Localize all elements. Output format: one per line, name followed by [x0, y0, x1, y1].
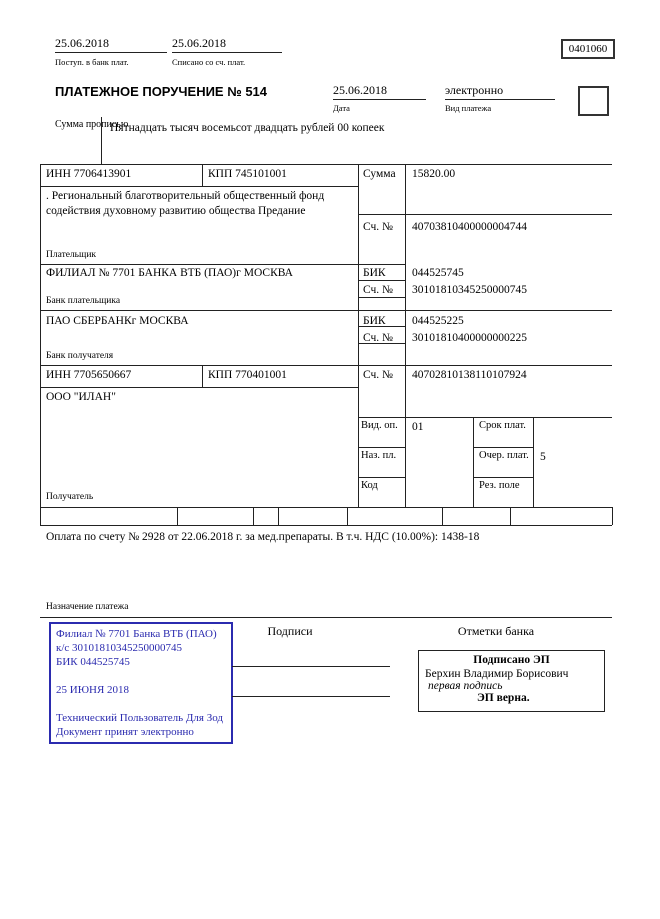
amount-label: Сумма [363, 168, 396, 180]
payee-bank-account-label: Сч. № [363, 332, 394, 344]
divider [358, 447, 405, 448]
divider [202, 164, 203, 186]
divider [253, 507, 254, 525]
divider [40, 507, 612, 508]
divider [40, 310, 612, 311]
divider [358, 214, 612, 215]
payer-bank-account: 30101810345250000745 [412, 284, 527, 296]
payer-bank-bik: 044525745 [412, 267, 464, 279]
payee-kpp: КПП 770401001 [208, 369, 287, 381]
divider [473, 477, 533, 478]
payee-bank-account: 30101810400000000225 [412, 332, 527, 344]
bank-blue-stamp [49, 622, 233, 744]
payee-bank-bik: 044525225 [412, 315, 464, 327]
payee-bank-label: Банк получателя [46, 351, 114, 361]
debited-label: Списано со сч. плат. [172, 57, 246, 67]
payer-bank-account-label: Сч. № [363, 284, 394, 296]
payer-inn: ИНН 7706413901 [46, 168, 132, 180]
divider [202, 365, 203, 387]
status-checkbox [578, 86, 609, 116]
op-kind-label: Вид. оп. [361, 420, 398, 431]
stamp-line [56, 669, 226, 683]
divider [533, 417, 534, 507]
op-kind-value: 01 [412, 421, 424, 433]
divider [510, 507, 511, 525]
divider [40, 164, 41, 525]
divider [405, 164, 406, 507]
divider [177, 507, 178, 525]
payment-kind-label: Вид платежа [445, 103, 492, 113]
divider [40, 387, 358, 388]
stamp-line: 25 ИЮНЯ 2018 [56, 684, 130, 696]
document-date-label: Дата [333, 103, 350, 113]
payer-bank-bik-label: БИК [363, 267, 386, 279]
amount-value: 15820.00 [412, 168, 456, 180]
esign-signer: Берхин Владимир Борисович [425, 668, 569, 680]
payee-name: ООО "ИЛАН" [46, 391, 116, 403]
divider [442, 507, 443, 525]
divider [101, 117, 102, 164]
payer-account: 40703810400000004744 [412, 221, 527, 233]
pay-purpose-code-label: Наз. пл. [361, 450, 397, 461]
reserve-field-label: Рез. поле [479, 480, 520, 491]
payee-inn: ИНН 7705650667 [46, 369, 132, 381]
form-code-box: 0401060 [561, 39, 615, 59]
divider [278, 507, 279, 525]
stamp-line: БИК 044525745 [56, 656, 130, 668]
payment-kind: электронно [445, 83, 555, 100]
divider [358, 477, 405, 478]
pay-term-label: Срок плат. [479, 420, 526, 431]
esign-kind: первая подпись [428, 680, 503, 692]
esign-title: Подписано ЭП [473, 654, 550, 666]
payer-bank-name: ФИЛИАЛ № 7701 БАНКА ВТБ (ПАО)г МОСКВА [46, 267, 293, 279]
payer-bank-label: Банк плательщика [46, 296, 121, 306]
divider [473, 417, 474, 507]
priority-label: Очер. плат. [479, 450, 529, 461]
divider [473, 447, 533, 448]
received-in-bank-date: 25.06.2018 [55, 36, 167, 53]
signature-line [232, 696, 390, 697]
divider [358, 164, 359, 507]
priority-value: 5 [540, 451, 546, 463]
esign-status: ЭП верна. [477, 692, 530, 704]
payee-bank-name: ПАО СБЕРБАНКг МОСКВА [46, 315, 189, 327]
bank-marks-header: Отметки банка [457, 624, 535, 638]
divider [40, 164, 612, 165]
divider [40, 264, 405, 265]
divider [40, 525, 612, 526]
payee-label: Получатель [46, 492, 94, 502]
received-in-bank-label: Поступ. в банк плат. [55, 57, 129, 67]
divider [358, 417, 612, 418]
code-label: Код [361, 480, 378, 491]
amount-words-label: Сумма прописью [55, 119, 129, 130]
divider [347, 507, 348, 525]
document-title: ПЛАТЕЖНОЕ ПОРУЧЕНИЕ № 514 [55, 84, 268, 99]
payer-name: . Региональный благотворительный общественный фонд содействия духовному развитию общества Предание [46, 190, 325, 217]
divider [358, 297, 405, 298]
amount-words: Пятнадцать тысяч восемьсот двадцать рублей 00 копеек [110, 122, 385, 134]
divider [40, 617, 612, 618]
divider [40, 186, 358, 187]
document-date: 25.06.2018 [333, 83, 426, 100]
payment-purpose-label: Назначение платежа [46, 602, 129, 612]
payee-account-label: Сч. № [363, 369, 394, 381]
stamp-line [56, 697, 226, 711]
payer-kpp: КПП 745101001 [208, 168, 287, 180]
signature-line [232, 666, 390, 667]
stamp-line: Документ принят электронно [56, 726, 194, 738]
signatures-header: Подписи [267, 624, 313, 638]
debited-date: 25.06.2018 [172, 36, 282, 53]
payer-label: Плательщик [46, 250, 97, 260]
payment-purpose-text: Оплата по счету № 2928 от 22.06.2018 г. за мед.препараты. В т.ч. НДС (10.00%): 1438-18 [46, 531, 480, 543]
divider [358, 280, 405, 281]
esign-stamp [418, 650, 605, 712]
stamp-line: Филиал № 7701 Банка ВТБ (ПАО) [56, 628, 217, 640]
payer-account-label: Сч. № [363, 221, 394, 233]
divider [40, 365, 612, 366]
payee-bank-bik-label: БИК [363, 315, 386, 327]
stamp-line: Технический Пользователь Для Зод [56, 712, 224, 724]
payee-account: 40702810138110107924 [412, 369, 527, 381]
divider [612, 507, 613, 525]
stamp-line: к/с 30101810345250000745 [56, 642, 183, 654]
